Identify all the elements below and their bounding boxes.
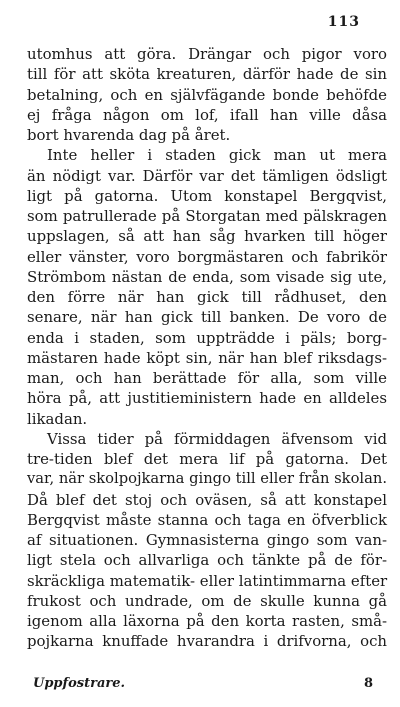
text-line: uppslagen, så att han såg hvarken till höger — [27, 227, 387, 246]
text-line: frukost och undrade, om de skulle kunna gå — [27, 591, 387, 610]
text-line: igenom alla läxorna på den korta rasten, små- — [27, 612, 387, 630]
text-line: likadan. — [27, 409, 88, 428]
text-line: af situationen. Gymnasisterna gingo som van- — [27, 531, 387, 549]
text-line: mästaren hade köpt sin, när han blef riksdags- — [27, 348, 387, 367]
text-line: ligt på gatorna. Utom konstapel Bergqvist, — [27, 186, 387, 205]
text-line: höra på, att justitieministern hade en alldeles — [27, 389, 387, 408]
text-line: man, och han berättade för alla, som ville — [27, 369, 387, 387]
printer-signature: Uppfostrare. — [33, 676, 126, 691]
text-line: ligt stela och allvarliga och tänkte på de för- — [27, 551, 387, 570]
text-line: eller vänster, voro borgmästaren och fabrikör — [27, 247, 387, 266]
text-line: Inte heller i staden gick man ut mera — [47, 146, 387, 165]
text-line: tre-tiden blef det mera lif på gatorna. Det — [27, 450, 387, 468]
text-line: skräckliga matematik- eller latintimmarna efter — [27, 571, 388, 590]
text-line: än nödigt var. Därför var det tämligen ödsligt — [27, 166, 387, 185]
page-number: 113 — [327, 14, 360, 30]
text-line: till för att sköta kreaturen, därför hade de sin — [27, 65, 387, 84]
text-line: bort hvarenda dag på året. — [27, 126, 231, 144]
text-line: utomhus att göra. Drängar och pigor voro — [27, 45, 387, 63]
text-line: den förre när han gick till rådhuset, den — [27, 288, 387, 306]
text-line: Bergqvist måste stanna och taga en öfverblick — [27, 510, 387, 529]
text-line: Då blef det stoj och oväsen, så att konstapel — [27, 490, 387, 509]
text-line: var, när skolpojkarna gingo till eller från skolan. — [27, 470, 387, 488]
text-line: pojkarna knuffade hvarandra i drifvorna, och — [27, 632, 387, 651]
text-line: som patrullerade på Storgatan med pälskragen — [27, 207, 387, 225]
sheet-number: 8 — [363, 676, 373, 691]
text-line: senare, när han gick till banken. De voro de — [27, 308, 387, 327]
text-line: betalning, och en självfägande bonde behöfde — [27, 85, 387, 104]
text-line: Vissa tider på förmiddagen äfvensom vid — [47, 429, 387, 448]
page-footer — [33, 676, 373, 694]
text-line: Strömbom nästan de enda, som visade sig ute, — [27, 267, 387, 286]
body-text — [27, 44, 387, 652]
text-line: enda i staden, som uppträdde i päls; borg- — [27, 328, 387, 347]
text-line: ej fråga någon om lof, ifall han ville dåsa — [27, 105, 387, 124]
